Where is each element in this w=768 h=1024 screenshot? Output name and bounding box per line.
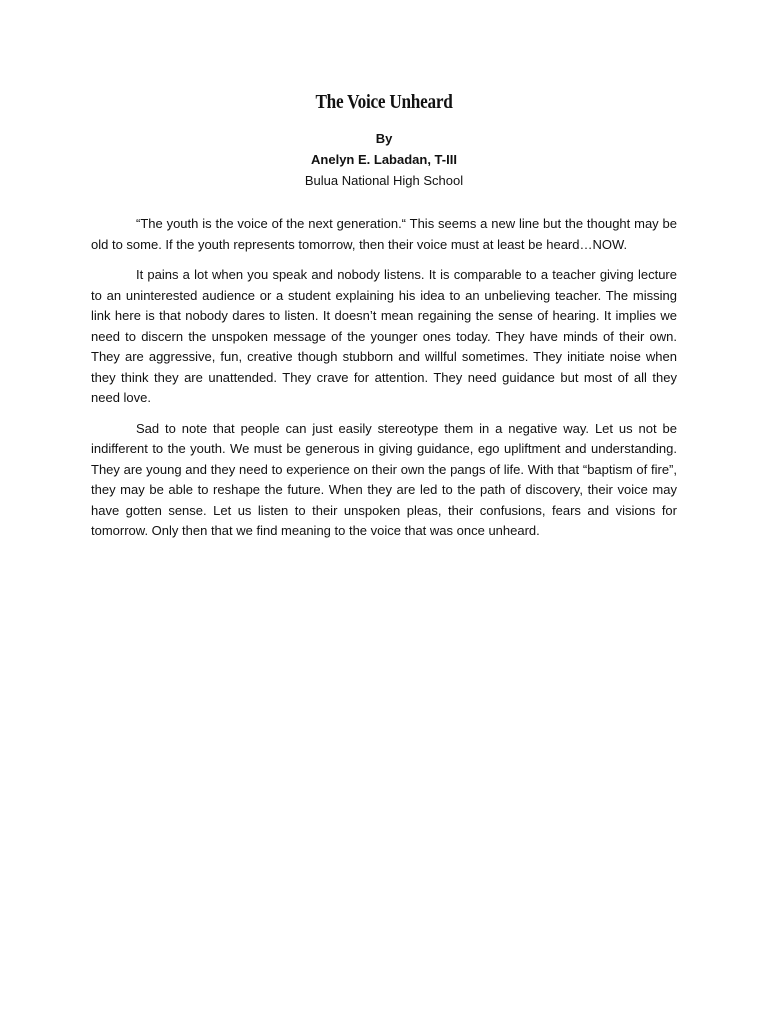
paragraph-2: It pains a lot when you speak and nobody listens. It is comparable to a teacher giving lecture to an uninterested audience or a student explaining his idea to an unbelieving teacher. The missing link here is that nobody dares to listen. It doesn’t mean regaining the sense of hearing. It implies we need to discern the unspoken message of the younger ones today. They have minds of their own. They are aggressive, fun, creative though stubborn and willful sometimes. They initiate noise when they think they are unattended. They crave for attention. They need guidance but most of all they need love. xyxy=(91,267,677,405)
paragraph-1: “The youth is the voice of the next generation.“ This seems a new line but the thought may be old to some. If the youth represents tomorrow, then their voice must at least be heard…NOW. xyxy=(91,216,677,252)
author-name: Anelyn E. Labadan, T-III xyxy=(311,152,457,167)
document-body xyxy=(91,214,677,552)
paragraph-3: Sad to note that people can just easily stereotype them in a negative way. Let us not be indifferent to the youth. We must be generous in giving guidance, ego upliftment and understanding. They are young and they need to experience on their own the pangs of life. With that “baptism of fire”, they may be able to reshape the future. When they are led to the path of discovery, their voice may have gotten sense. Let us listen to their unspoken pleas, their confusions, fears and visions for tomorrow. Only then that we find meaning to the voice that was once unheard. xyxy=(91,420,677,538)
document-title: The Voice Unheard xyxy=(315,91,453,113)
school-name: Bulua National High School xyxy=(304,173,464,188)
by-label: By xyxy=(375,131,393,146)
